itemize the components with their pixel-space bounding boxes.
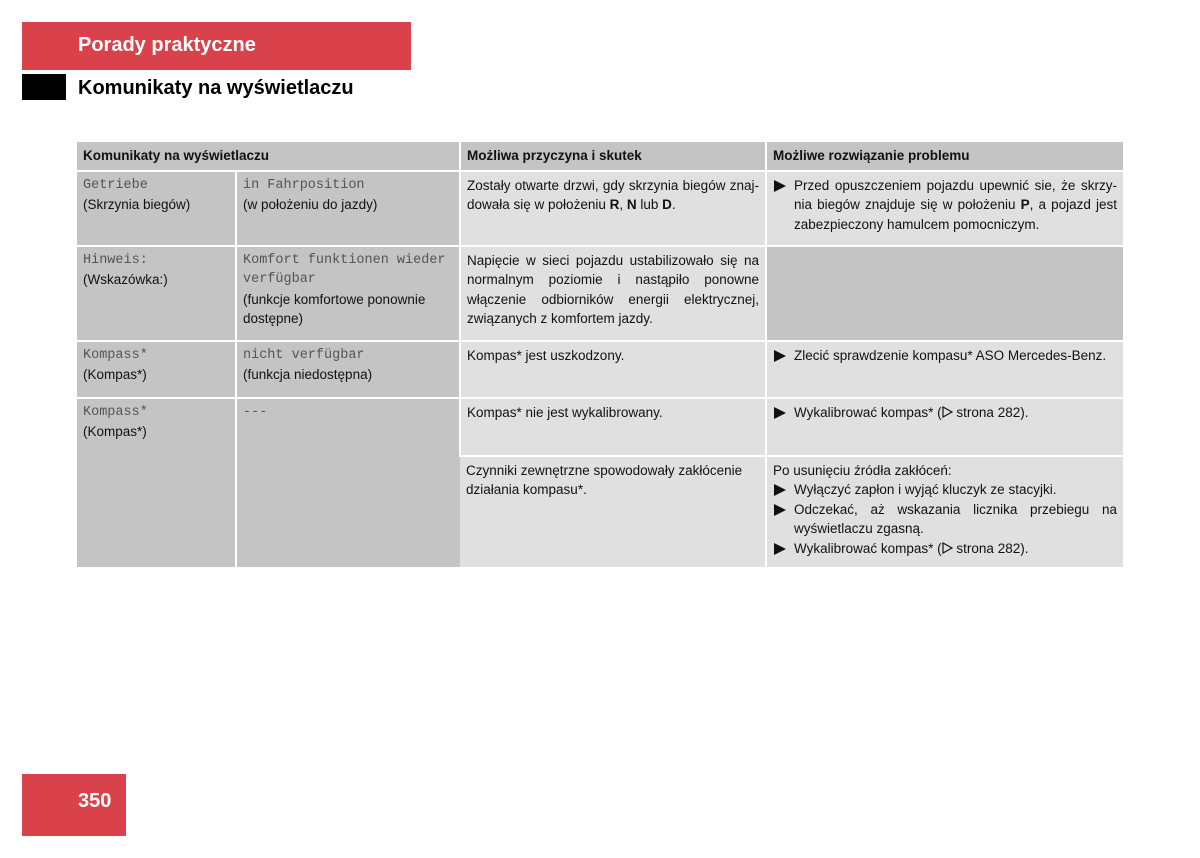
solution-item [773, 480, 1117, 500]
bullet-triangle-icon [774, 484, 786, 496]
solution-cell [766, 398, 1123, 456]
messages-table [77, 142, 1123, 567]
solution-item [773, 346, 1117, 366]
header-messages: Komunikaty na wyświetlaczu [77, 142, 460, 171]
table-header-row [77, 142, 1123, 171]
solution-item [773, 500, 1117, 539]
cause-cell [460, 246, 766, 341]
submessage-de: --- [243, 404, 268, 420]
header-cause: Możliwa przyczyna i skutek [460, 142, 766, 171]
solution-cell [766, 171, 1123, 246]
page-number: 350 [78, 790, 112, 812]
solution-cell-empty [766, 246, 1123, 341]
solution-text: Zlecić sprawdzenie kompasu* ASO Mercedes-Benz. [794, 347, 1107, 363]
solution-text-post: strona 282). [952, 540, 1029, 556]
cause-cell [460, 171, 766, 246]
title-marker-block [22, 74, 66, 100]
cause-text: Kompas* nie jest wykalibrowany. [467, 404, 663, 420]
table-row [77, 341, 1123, 398]
submessage-pl: (funkcja niedostępna) [243, 367, 373, 382]
page-reference-icon [942, 542, 953, 554]
table-row [77, 398, 1123, 456]
submessage-cell [236, 341, 460, 398]
bullet-triangle-icon [774, 543, 786, 555]
cause-cell [460, 341, 766, 398]
solution-item [773, 176, 1117, 235]
message-de: Getriebe [83, 177, 148, 193]
message-pl: (Kompas*) [83, 367, 147, 382]
cause-text: Kompas* jest uszkodzony. [467, 347, 625, 363]
cause-text: Napięcie w sieci pojazdu ustabilizowało się na normalnym poziomie i nastąpiło ponowne włączenie odbiorników energii elektrycznej, związanych z komfortem jazdy. [467, 252, 759, 326]
submessage-de: in Fahrposition [243, 177, 365, 193]
solution-cell [766, 456, 1123, 567]
message-cell [77, 246, 236, 341]
bullet-triangle-icon [774, 180, 786, 192]
solution-text-post: strona 282). [952, 404, 1029, 420]
solution-intro: Po usunięciu źródła zakłóceń: [773, 462, 952, 478]
submessage-de: Komfort funktionen wieder verfügbar [243, 252, 446, 287]
solution-text: Przed opuszczeniem pojazdu upewnić sie, że skrzynia biegów znajduje się w położeniu P, a pojazd jest zabezpieczony hamulcem pomocniczym. [794, 177, 1117, 232]
submessage-cell [236, 246, 460, 341]
message-de: Kompass* [83, 347, 148, 363]
bullet-triangle-icon [774, 350, 786, 362]
header-solution: Możliwe rozwiązanie problemu [766, 142, 1123, 171]
section-title: Porady praktyczne [78, 34, 256, 56]
message-pl: (Skrzynia biegów) [83, 197, 191, 212]
solution-item [773, 403, 1117, 423]
message-pl: (Wskazówka:) [83, 272, 168, 287]
message-de: Kompass* [83, 404, 148, 420]
solution-cell [766, 341, 1123, 398]
page-reference-icon [942, 406, 953, 418]
message-pl: (Kompas*) [83, 424, 147, 439]
message-cell [77, 398, 236, 567]
message-cell [77, 341, 236, 398]
page-title: Komunikaty na wyświetlaczu [78, 77, 354, 99]
message-cell [77, 171, 236, 246]
solution-text-pre: Wykalibrować kompas* ( [794, 404, 942, 420]
cause-cell [460, 456, 766, 567]
cause-text: Czynniki zewnętrzne spowodowały zakłócenie działania kompasu*. [466, 462, 743, 497]
submessage-cell [236, 398, 460, 567]
submessage-cell [236, 171, 460, 246]
solution-text: Odczekać, aż wskazania licznika przebiegu na wyświetlaczu zgasną. [794, 501, 1117, 536]
bullet-triangle-icon [774, 407, 786, 419]
submessage-pl: (w położeniu do jazdy) [243, 197, 378, 212]
cause-cell [460, 398, 766, 456]
table-row [77, 171, 1123, 246]
cause-text: Zostały otwarte drzwi, gdy skrzynia biegów znajdowała się w położeniu R, N lub D. [467, 177, 759, 212]
bullet-triangle-icon [774, 504, 786, 516]
submessage-pl: (funkcje komfortowe ponownie dostępne) [243, 291, 426, 326]
message-de: Hinweis: [83, 252, 148, 268]
submessage-de: nicht verfügbar [243, 347, 365, 363]
table-row [77, 246, 1123, 341]
solution-text-pre: Wykalibrować kompas* ( [794, 540, 942, 556]
solution-text: Wyłączyć zapłon i wyjąć kluczyk ze stacyjki. [794, 482, 1057, 497]
solution-item [773, 539, 1117, 559]
